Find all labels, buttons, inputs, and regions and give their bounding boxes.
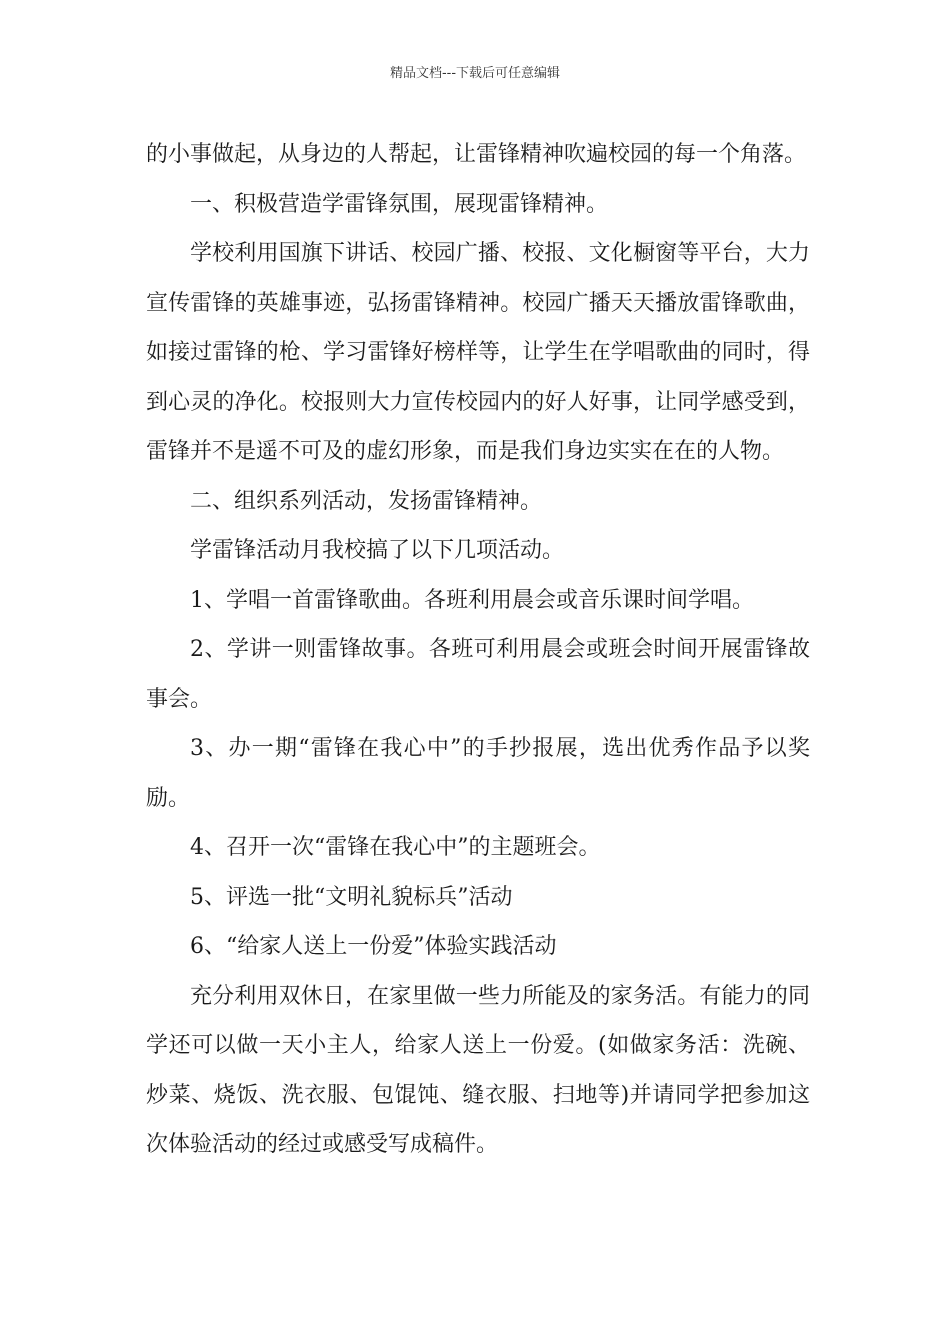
- section-heading-1: 一、积极营造学雷锋氛围，展现雷锋精神。: [190, 191, 609, 217]
- list-item-1: 1、学唱一首雷锋歌曲。各班利用晨会或音乐课时间学唱。: [190, 587, 754, 613]
- paragraph-2: 学校利用国旗下讲话、校园广播、校报、文化橱窗等平台，大力宣传雷锋的英雄事迹，弘扬雷锋精神。校园广播天天播放雷锋歌曲，如接过雷锋的枪、学习雷锋好榜样等，让学生在学唱歌曲的同时，得到心灵的净化。校报则大力宣传校园内的好人好事，让同学感受到，雷锋并不是遥不可及的虚幻形象，而是我们身边实实在在的人物。: [146, 241, 810, 464]
- paragraph-1: 的小事做起，从身边的人帮起，让雷锋精神吹遍校园的每一个角落。: [146, 142, 807, 167]
- page-header: 精品文档---下载后可任意编辑: [389, 66, 561, 81]
- paragraph-4: 充分利用双休日，在家里做一些力所能及的家务活。有能力的同学还可以做一天小主人，给家人送上一份爱。(如做家务活：洗碗、炒菜、烧饭、洗衣服、包馄饨、缝衣服、扫地等)并请同学把参加这次体验活动的经过或感受写成稿件。: [146, 983, 810, 1157]
- paragraph-3: 学雷锋活动月我校搞了以下几项活动。: [190, 538, 565, 563]
- list-item-2: 2、学讲一则雷锋故事。各班可利用晨会或班会时间开展雷锋故事会。: [146, 637, 810, 712]
- list-item-4: 4、召开一次“雷锋在我心中”的主题班会。: [190, 835, 601, 860]
- list-item-6: 6、“给家人送上一份爱”体验实践活动: [190, 934, 557, 959]
- document-body: [146, 130, 810, 1170]
- section-heading-2: 二、组织系列活动，发扬雷锋精神。: [190, 488, 543, 514]
- list-item-3: 3、办一期“雷锋在我心中”的手抄报展，选出优秀作品予以奖励。: [146, 736, 810, 811]
- list-item-5: 5、评选一批“文明礼貌标兵”活动: [190, 884, 513, 910]
